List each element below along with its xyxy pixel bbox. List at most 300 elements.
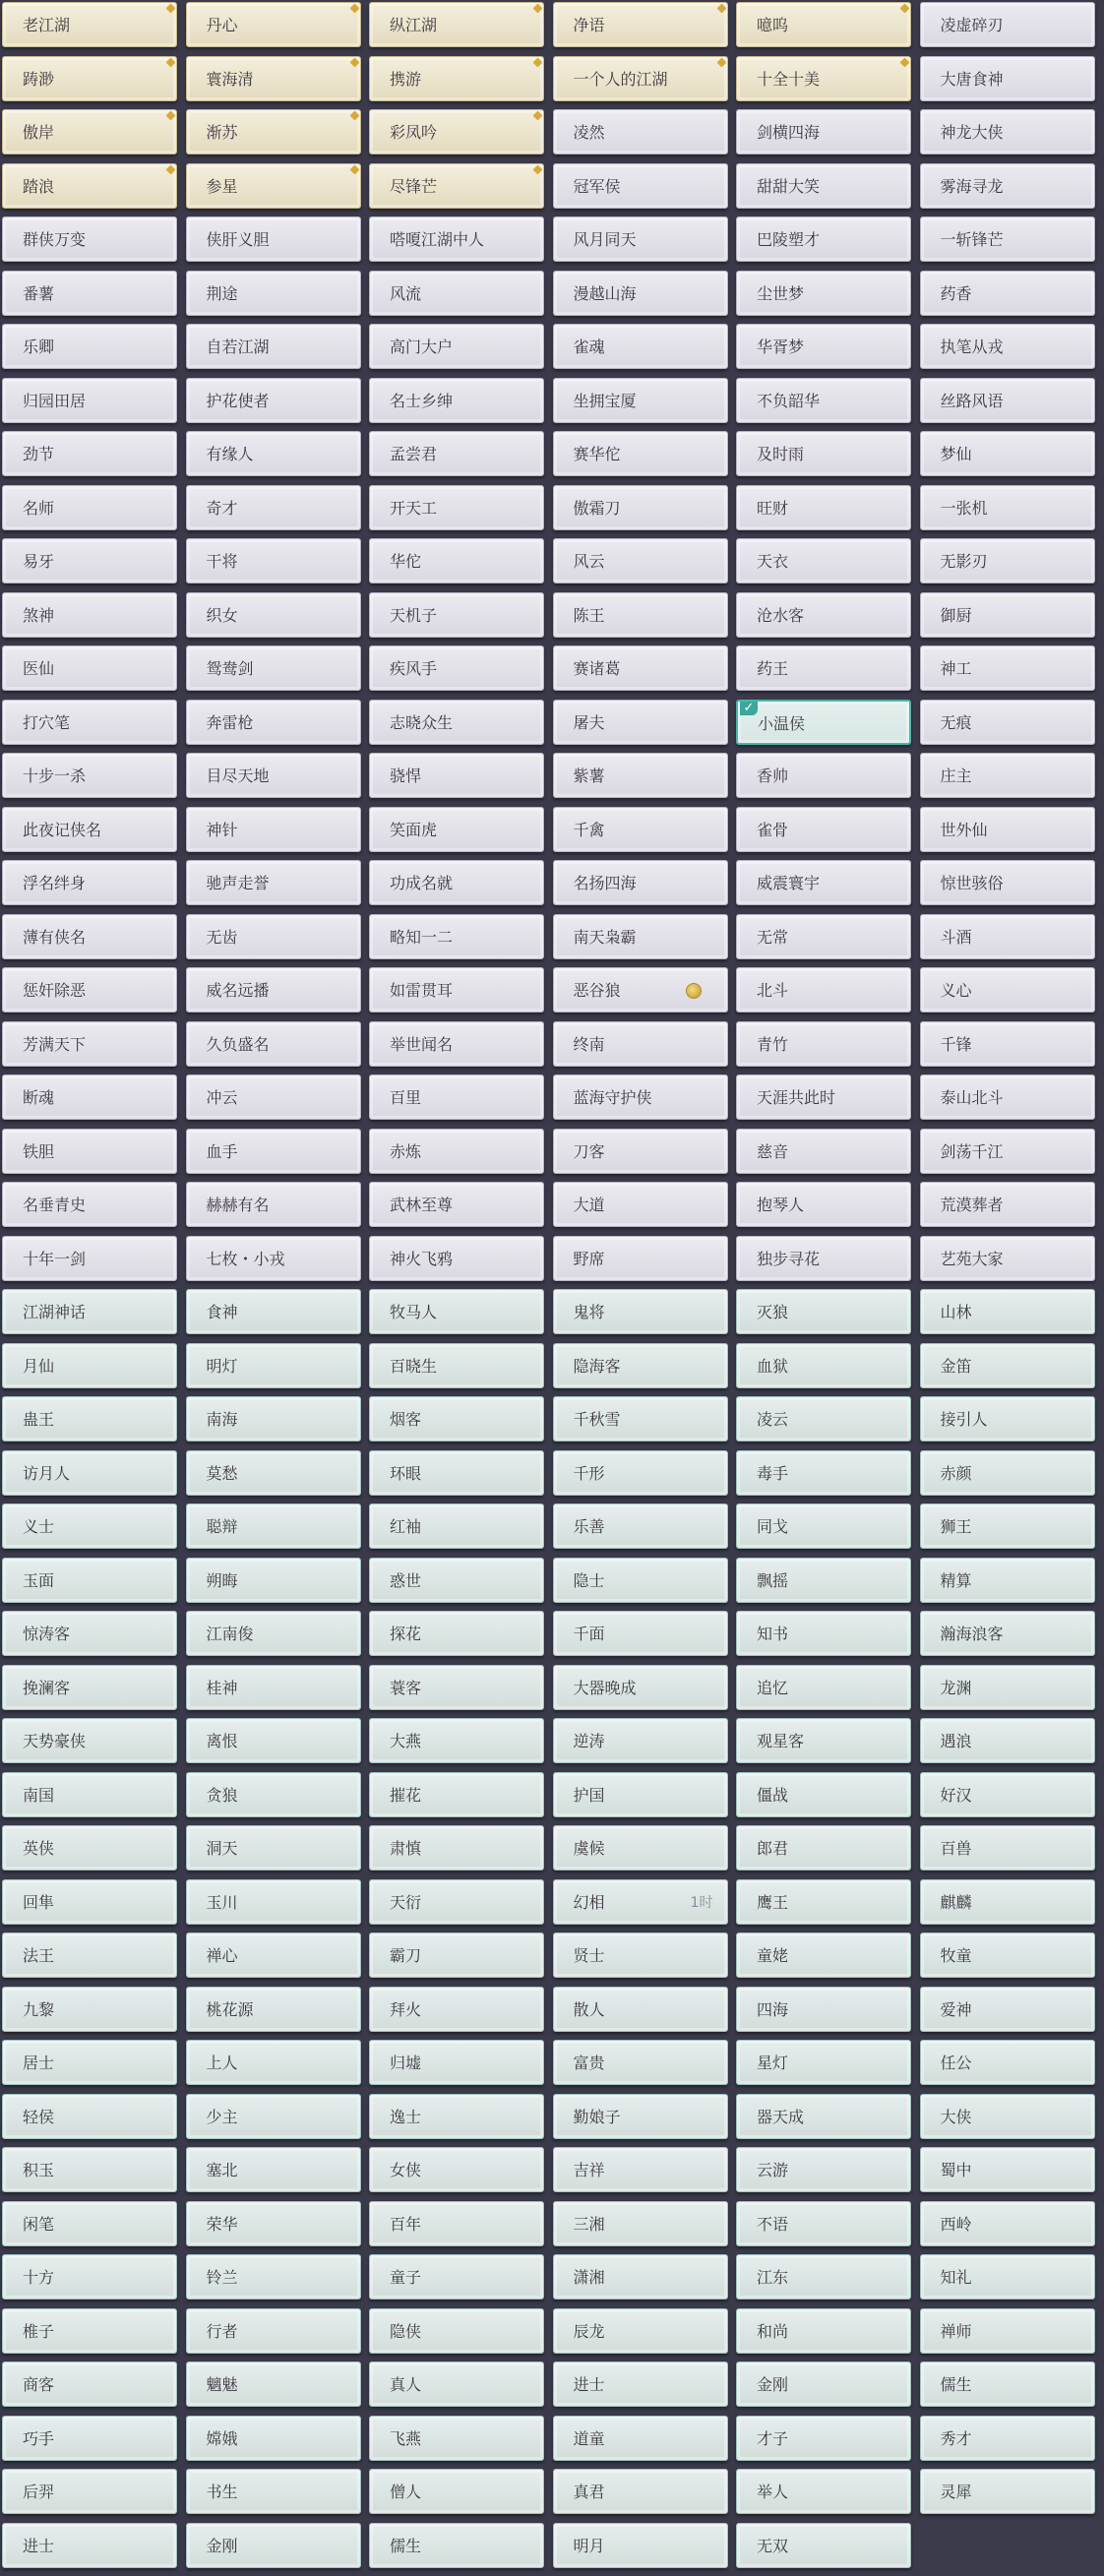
title-cell[interactable] (2, 2254, 177, 2300)
title-cell[interactable] (736, 485, 911, 530)
title-cell[interactable] (186, 1129, 361, 1174)
title-label: 勤娘子 (573, 2107, 621, 2126)
title-cell[interactable] (736, 2201, 911, 2246)
title-cell[interactable] (186, 2469, 361, 2514)
title-cell[interactable] (736, 1987, 911, 2032)
title-cell[interactable] (186, 2361, 361, 2407)
title-cell[interactable] (369, 1396, 544, 1441)
title-cell[interactable] (736, 2094, 911, 2139)
title-cell[interactable] (920, 485, 1095, 530)
title-cell[interactable] (186, 1396, 361, 1441)
title-cell[interactable] (920, 807, 1095, 852)
title-cell[interactable] (553, 2254, 728, 2300)
title-cell[interactable] (186, 1932, 361, 1978)
title-cell[interactable] (553, 2416, 728, 2461)
title-cell[interactable] (553, 1236, 728, 1281)
title-cell[interactable] (920, 1825, 1095, 1871)
title-cell[interactable] (553, 1074, 728, 1120)
title-cell[interactable] (369, 2523, 544, 2568)
title-cell[interactable] (369, 1879, 544, 1925)
title-cell[interactable] (736, 700, 911, 745)
title-cell[interactable] (369, 1021, 544, 1067)
title-cell[interactable] (369, 2416, 544, 2461)
title-cell[interactable] (736, 1665, 911, 1710)
title-cell[interactable] (736, 1932, 911, 1978)
title-cell[interactable] (2, 1289, 177, 1334)
title-cell[interactable] (2, 1772, 177, 1817)
title-cell[interactable] (186, 324, 361, 369)
title-cell[interactable] (2, 431, 177, 476)
title-cell[interactable] (920, 324, 1095, 369)
title-cell[interactable] (920, 1665, 1095, 1710)
title-cell[interactable] (553, 753, 728, 798)
title-cell[interactable] (736, 1343, 911, 1388)
title-cell[interactable] (553, 2201, 728, 2246)
title-cell[interactable] (369, 1772, 544, 1817)
title-cell[interactable] (2, 378, 177, 423)
title-cell[interactable] (369, 967, 544, 1012)
title-cell[interactable] (369, 163, 544, 209)
title-cell[interactable] (369, 378, 544, 423)
title-cell[interactable] (920, 860, 1095, 905)
title-cell[interactable] (186, 2094, 361, 2139)
title-cell[interactable] (920, 1021, 1095, 1067)
title-cell[interactable] (186, 216, 361, 262)
title-cell[interactable] (2, 1558, 177, 1603)
title-cell[interactable] (2, 592, 177, 638)
title-cell[interactable] (553, 56, 728, 101)
title-cell[interactable] (553, 1987, 728, 2032)
title-cell[interactable] (369, 753, 544, 798)
title-cell[interactable] (2, 1718, 177, 1763)
title-cell[interactable] (186, 2040, 361, 2085)
title-cell[interactable] (2, 216, 177, 262)
title-cell[interactable] (369, 592, 544, 638)
title-cell[interactable] (920, 163, 1095, 209)
title-cell[interactable] (553, 1611, 728, 1656)
title-cell[interactable] (369, 700, 544, 745)
title-cell[interactable] (920, 431, 1095, 476)
title-label: 惩奸除恶 (23, 981, 87, 1000)
title-cell[interactable] (369, 1129, 544, 1174)
title-cell[interactable] (920, 109, 1095, 154)
title-cell[interactable] (920, 700, 1095, 745)
title-cell[interactable] (2, 2361, 177, 2407)
title-cell[interactable] (920, 1718, 1095, 1763)
title-cell[interactable] (369, 2361, 544, 2407)
title-cell[interactable] (736, 860, 911, 905)
title-cell[interactable] (186, 1021, 361, 1067)
title-cell[interactable] (553, 1289, 728, 1334)
title-cell[interactable] (186, 2201, 361, 2246)
title-cell[interactable] (369, 2308, 544, 2354)
title-cell[interactable] (186, 1611, 361, 1656)
title-cell[interactable] (369, 2147, 544, 2192)
title-cell[interactable] (369, 645, 544, 691)
title-cell[interactable] (553, 216, 728, 262)
title-cell[interactable] (186, 2416, 361, 2461)
title-cell[interactable] (369, 485, 544, 530)
title-label: 凌然 (573, 123, 605, 142)
title-cell[interactable] (553, 1932, 728, 1978)
title-cell[interactable] (736, 1129, 911, 1174)
title-cell[interactable] (736, 807, 911, 852)
title-cell[interactable] (736, 1450, 911, 1496)
title-cell[interactable] (553, 1396, 728, 1441)
title-cell[interactable] (186, 1503, 361, 1549)
title-cell[interactable] (920, 2416, 1095, 2461)
title-cell[interactable] (2, 1129, 177, 1174)
title-cell[interactable] (369, 56, 544, 101)
title-cell[interactable] (186, 378, 361, 423)
title-cell[interactable] (2, 485, 177, 530)
title-cell[interactable] (553, 324, 728, 369)
title-cell[interactable] (736, 967, 911, 1012)
title-cell[interactable] (736, 271, 911, 316)
title-cell[interactable] (369, 216, 544, 262)
title-cell[interactable] (920, 1450, 1095, 1496)
title-cell[interactable] (2, 1665, 177, 1710)
title-cell[interactable] (920, 645, 1095, 691)
title-cell[interactable] (369, 860, 544, 905)
title-cell[interactable] (553, 2094, 728, 2139)
title-cell[interactable] (736, 592, 911, 638)
title-cell[interactable] (186, 163, 361, 209)
title-cell[interactable] (369, 807, 544, 852)
title-cell[interactable] (736, 1236, 911, 1281)
title-cell[interactable] (920, 2040, 1095, 2085)
title-cell[interactable] (736, 1772, 911, 1817)
title-cell[interactable] (920, 1074, 1095, 1120)
title-cell[interactable] (369, 1718, 544, 1763)
title-cell[interactable] (920, 2361, 1095, 2407)
title-cell[interactable] (553, 1182, 728, 1227)
title-cell[interactable] (369, 2469, 544, 2514)
title-cell[interactable] (920, 1343, 1095, 1388)
title-cell[interactable] (736, 1289, 911, 1334)
title-cell[interactable] (920, 2201, 1095, 2246)
title-cell[interactable] (553, 1558, 728, 1603)
title-cell[interactable] (369, 1825, 544, 1871)
title-cell[interactable] (2, 271, 177, 316)
title-cell[interactable] (553, 2523, 728, 2568)
title-cell[interactable] (2, 163, 177, 209)
title-cell[interactable] (2, 2308, 177, 2354)
title-cell[interactable] (736, 163, 911, 209)
title-cell[interactable] (186, 807, 361, 852)
title-cell[interactable] (553, 1825, 728, 1871)
title-cell[interactable] (736, 2523, 911, 2568)
title-cell[interactable] (2, 700, 177, 745)
title-cell[interactable] (2, 2523, 177, 2568)
title-cell[interactable] (2, 645, 177, 691)
title-cell[interactable] (2, 1236, 177, 1281)
title-cell[interactable] (2, 1074, 177, 1120)
title-cell[interactable] (736, 1503, 911, 1549)
title-cell[interactable] (2, 56, 177, 101)
title-cell[interactable] (553, 860, 728, 905)
title-cell[interactable] (736, 914, 911, 959)
title-cell[interactable] (2, 538, 177, 583)
title-label: 芳满天下 (23, 1034, 87, 1054)
title-cell[interactable] (186, 538, 361, 583)
title-cell[interactable] (2, 1879, 177, 1925)
title-cell[interactable] (920, 2308, 1095, 2354)
title-cell[interactable] (553, 645, 728, 691)
title-cell[interactable] (2, 324, 177, 369)
title-label: 护花使者 (206, 391, 270, 410)
title-row (0, 378, 1104, 423)
title-cell[interactable] (369, 1987, 544, 2032)
title-cell[interactable] (186, 914, 361, 959)
title-cell[interactable] (2, 860, 177, 905)
title-cell[interactable] (736, 1396, 911, 1441)
title-cell[interactable] (920, 1987, 1095, 2032)
title-cell[interactable] (369, 2094, 544, 2139)
title-cell[interactable] (2, 1987, 177, 2032)
title-cell[interactable] (920, 56, 1095, 101)
title-cell[interactable] (2, 109, 177, 154)
title-cell[interactable] (736, 538, 911, 583)
title-cell[interactable] (186, 967, 361, 1012)
title-cell[interactable] (553, 700, 728, 745)
title-cell[interactable] (553, 485, 728, 530)
title-cell[interactable] (736, 2361, 911, 2407)
title-cell[interactable] (186, 1987, 361, 2032)
title-label: 陈王 (573, 605, 605, 625)
title-cell[interactable] (2, 1450, 177, 1496)
title-cell[interactable] (553, 2469, 728, 2514)
title-cell[interactable] (553, 2040, 728, 2085)
title-cell[interactable] (553, 1021, 728, 1067)
title-cell[interactable] (186, 109, 361, 154)
title-cell[interactable] (553, 1450, 728, 1496)
title-row (0, 1558, 1104, 1603)
title-cell[interactable] (369, 2254, 544, 2300)
title-cell[interactable] (920, 216, 1095, 262)
title-cell[interactable] (369, 1450, 544, 1496)
title-cell[interactable] (736, 109, 911, 154)
title-cell[interactable] (920, 1182, 1095, 1227)
title-cell[interactable] (736, 1879, 911, 1925)
title-cell[interactable] (2, 1021, 177, 1067)
title-cell[interactable] (736, 216, 911, 262)
title-cell[interactable] (186, 1665, 361, 1710)
title-cell[interactable] (553, 431, 728, 476)
title-cell[interactable] (186, 2523, 361, 2568)
title-cell[interactable] (369, 431, 544, 476)
title-cell[interactable] (369, 1932, 544, 1978)
title-cell[interactable] (186, 2254, 361, 2300)
title-cell[interactable] (736, 1718, 911, 1763)
title-cell[interactable] (553, 967, 728, 1012)
title-cell[interactable] (920, 2, 1095, 47)
title-cell[interactable] (369, 1074, 544, 1120)
title-cell[interactable] (2, 2094, 177, 2139)
title-cell[interactable] (186, 56, 361, 101)
title-cell[interactable] (369, 271, 544, 316)
title-cell[interactable] (369, 2, 544, 47)
title-cell[interactable] (186, 2147, 361, 2192)
title-cell[interactable] (920, 1396, 1095, 1441)
title-cell[interactable] (920, 1879, 1095, 1925)
title-cell[interactable] (736, 645, 911, 691)
title-cell[interactable] (553, 1129, 728, 1174)
title-cell[interactable] (2, 2040, 177, 2085)
title-cell[interactable] (553, 1503, 728, 1549)
title-cell[interactable] (736, 1182, 911, 1227)
title-cell[interactable] (920, 1236, 1095, 1281)
title-cell[interactable] (553, 1879, 728, 1925)
title-cell[interactable] (553, 1718, 728, 1763)
title-cell[interactable] (2, 914, 177, 959)
title-cell[interactable] (736, 753, 911, 798)
title-cell[interactable] (369, 109, 544, 154)
title-cell[interactable] (2, 1825, 177, 1871)
title-cell[interactable] (369, 1182, 544, 1227)
title-cell[interactable] (920, 2469, 1095, 2514)
title-cell[interactable] (369, 1343, 544, 1388)
title-cell[interactable] (736, 2147, 911, 2192)
title-cell[interactable] (186, 485, 361, 530)
title-cell[interactable] (736, 431, 911, 476)
title-cell[interactable] (920, 1503, 1095, 1549)
title-cell[interactable] (736, 2040, 911, 2085)
title-cell[interactable] (369, 1236, 544, 1281)
title-cell[interactable] (186, 753, 361, 798)
title-cell[interactable] (186, 1450, 361, 1496)
title-cell[interactable] (186, 271, 361, 316)
title-cell[interactable] (186, 1182, 361, 1227)
title-cell[interactable] (920, 1129, 1095, 1174)
title-cell[interactable] (369, 1665, 544, 1710)
title-cell[interactable] (369, 1611, 544, 1656)
title-cell[interactable] (920, 1289, 1095, 1334)
title-cell[interactable] (186, 592, 361, 638)
title-cell[interactable] (553, 1343, 728, 1388)
title-cell[interactable] (2, 807, 177, 852)
title-cell[interactable] (736, 1074, 911, 1120)
title-cell[interactable] (186, 645, 361, 691)
title-cell[interactable] (186, 2, 361, 47)
title-cell[interactable] (920, 753, 1095, 798)
title-cell[interactable] (920, 1611, 1095, 1656)
title-cell[interactable] (736, 1825, 911, 1871)
title-cell[interactable] (736, 1611, 911, 1656)
title-cell[interactable] (736, 2, 911, 47)
title-cell[interactable] (2, 967, 177, 1012)
title-cell[interactable] (736, 2254, 911, 2300)
title-cell[interactable] (2, 2469, 177, 2514)
title-cell[interactable] (2, 1611, 177, 1656)
title-cell[interactable] (920, 538, 1095, 583)
title-cell[interactable] (553, 271, 728, 316)
title-cell[interactable] (553, 1772, 728, 1817)
title-cell[interactable] (553, 914, 728, 959)
title-cell[interactable] (186, 2308, 361, 2354)
title-cell[interactable] (2, 1182, 177, 1227)
title-cell[interactable] (186, 860, 361, 905)
title-cell[interactable] (186, 1718, 361, 1763)
title-cell[interactable] (369, 1558, 544, 1603)
title-cell[interactable] (736, 2469, 911, 2514)
title-cell[interactable] (553, 2147, 728, 2192)
title-cell[interactable] (553, 807, 728, 852)
title-cell[interactable] (2, 1343, 177, 1388)
title-cell[interactable] (920, 1558, 1095, 1603)
title-cell[interactable] (2, 1503, 177, 1549)
title-cell[interactable] (736, 2308, 911, 2354)
title-cell[interactable] (186, 700, 361, 745)
title-cell[interactable] (369, 538, 544, 583)
title-cell[interactable] (553, 163, 728, 209)
title-cell[interactable] (553, 2361, 728, 2407)
title-label: 渐苏 (206, 123, 238, 142)
title-cell[interactable] (369, 324, 544, 369)
title-cell[interactable] (186, 1558, 361, 1603)
title-cell[interactable] (553, 378, 728, 423)
title-cell[interactable] (553, 2308, 728, 2354)
title-cell[interactable] (920, 271, 1095, 316)
title-cell[interactable] (553, 109, 728, 154)
title-cell[interactable] (920, 2254, 1095, 2300)
title-cell[interactable] (2, 1396, 177, 1441)
title-cell[interactable] (369, 914, 544, 959)
title-cell[interactable] (369, 2201, 544, 2246)
title-cell[interactable] (2, 2201, 177, 2246)
title-cell[interactable] (736, 1021, 911, 1067)
title-cell[interactable] (186, 1289, 361, 1334)
title-cell[interactable] (2, 2416, 177, 2461)
title-cell[interactable] (186, 1074, 361, 1120)
title-cell[interactable] (186, 1879, 361, 1925)
title-cell[interactable] (736, 1558, 911, 1603)
title-cell[interactable] (369, 1289, 544, 1334)
title-cell[interactable] (186, 1772, 361, 1817)
title-cell[interactable] (369, 1503, 544, 1549)
title-cell[interactable] (920, 1772, 1095, 1817)
title-cell[interactable] (186, 431, 361, 476)
title-cell[interactable] (2, 1932, 177, 1978)
title-cell[interactable] (736, 2416, 911, 2461)
title-cell[interactable] (736, 56, 911, 101)
title-row (0, 753, 1104, 798)
title-cell[interactable] (920, 378, 1095, 423)
title-cell[interactable] (920, 592, 1095, 638)
title-cell[interactable] (186, 1825, 361, 1871)
title-cell[interactable] (553, 592, 728, 638)
title-cell[interactable] (920, 2094, 1095, 2139)
title-cell[interactable] (736, 324, 911, 369)
title-cell[interactable] (920, 914, 1095, 959)
title-cell[interactable] (920, 967, 1095, 1012)
title-cell[interactable] (2, 2147, 177, 2192)
title-cell[interactable] (186, 1343, 361, 1388)
title-row (0, 1236, 1104, 1281)
title-cell[interactable] (920, 2147, 1095, 2192)
title-cell[interactable] (736, 378, 911, 423)
title-cell[interactable] (553, 2, 728, 47)
title-cell[interactable] (186, 1236, 361, 1281)
title-cell[interactable] (369, 2040, 544, 2085)
title-cell[interactable] (920, 1932, 1095, 1978)
title-label: 金笛 (940, 1356, 972, 1376)
title-cell[interactable] (2, 2, 177, 47)
title-cell[interactable] (553, 538, 728, 583)
title-cell[interactable] (553, 1665, 728, 1710)
title-cell[interactable] (2, 753, 177, 798)
title-label: 儒生 (940, 2375, 972, 2394)
